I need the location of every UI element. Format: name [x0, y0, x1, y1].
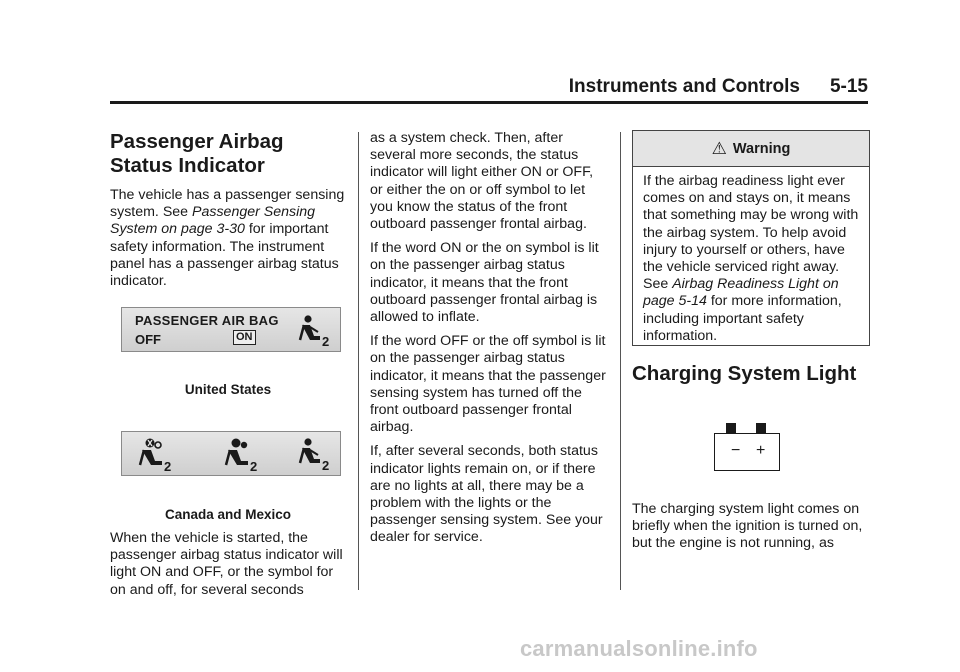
- airbag-off-icon: [136, 437, 178, 473]
- off-paragraph: If the word OFF or the off symbol is lit on the passenger airbag status indicator, it means that the passenger sensing system has turned off the front outboard passenger frontal airbag.: [370, 333, 606, 436]
- svg-text:2: 2: [322, 458, 330, 473]
- us-caption: United States: [184, 382, 272, 397]
- battery-terminal-right: [756, 423, 766, 433]
- seat-occupant-icon: [296, 437, 338, 473]
- column-divider-2: [620, 132, 621, 590]
- warning-text-a: If the airbag readiness light ever comes on and stays on, it means that something may be wrong with the airbag system. To help avoid injury to yourself or others, have the vehicle serviced right away. See: [643, 173, 859, 293]
- passenger-sensing-link[interactable]: Passenger Sensing System on page 3-30: [110, 204, 316, 238]
- page-header: [110, 76, 868, 98]
- svg-text:2: 2: [250, 459, 258, 473]
- warning-title: Warning: [732, 140, 791, 157]
- charging-paragraph: The charging system light comes on briefly when the ignition is turned on, but the engine is not running, as: [632, 501, 863, 552]
- cm-caption: Canada and Mexico: [164, 507, 292, 522]
- battery-terminal-left: [726, 423, 736, 433]
- column-1-bottom: [110, 530, 350, 606]
- airbag-on-icon: [222, 437, 264, 473]
- intro-text-b: for important safety information. The instrument panel has a passenger airbag status indicator.: [110, 221, 339, 290]
- airbag-intro-paragraph: [110, 187, 346, 290]
- airbag-indicator-heading: Passenger Airbag Status Indicator: [110, 130, 284, 177]
- us-indicator-panel: [121, 307, 341, 352]
- both-lights-paragraph: If, after several seconds, both status indicator lights remain on, or if there are no lights at all, there may be a problem with the lights or the passenger sensing system. See your dealer for service.: [370, 443, 603, 546]
- battery-plus: +: [756, 442, 766, 459]
- seat-occupant-icon: [296, 314, 336, 348]
- warning-text-b: for more information, including important safety information.: [643, 293, 842, 344]
- battery-minus: −: [731, 442, 741, 459]
- warning-body: [633, 167, 869, 345]
- svg-text:2: 2: [164, 459, 172, 473]
- warning-header: [633, 131, 869, 167]
- svg-text:2: 2: [322, 334, 330, 348]
- watermark: carmanualsonline.info: [520, 636, 758, 661]
- panel-off-label: OFF: [135, 332, 161, 347]
- column-2: [370, 130, 608, 554]
- cm-indicator-panel: [121, 431, 341, 476]
- startup-paragraph: When the vehicle is started, the passenger airbag status indicator will light ON and OFF, or the symbol for on and off, for several seconds: [110, 530, 343, 598]
- header-rule: [110, 101, 868, 104]
- page-number: 5-15: [829, 76, 868, 97]
- airbag-readiness-link[interactable]: Airbag Readiness Light on page 5-14: [643, 276, 839, 310]
- intro-text-a: The vehicle has a passenger sensing system. See: [110, 187, 345, 221]
- warning-triangle-icon: ⚠: [711, 138, 727, 158]
- battery-icon: [714, 433, 780, 471]
- panel-on-label: ON: [233, 330, 256, 345]
- warning-box: [632, 130, 870, 346]
- column-divider-1: [358, 132, 359, 590]
- section-title: Instruments and Controls: [568, 76, 800, 97]
- panel-title: PASSENGER AIR BAG: [135, 313, 279, 328]
- column-1: [110, 130, 346, 297]
- on-paragraph: If the word ON or the on symbol is lit on the passenger airbag status indicator, it means that the front outboard passenger frontal airbag is allowed to inflate.: [370, 240, 599, 326]
- system-check-paragraph: as a system check. Then, after several more seconds, the status indicator will light either ON or OFF, or either the on or off symbol to let you know the status of the front outboard passenger frontal airbag.: [370, 130, 594, 233]
- charging-heading: Charging System Light: [632, 362, 857, 385]
